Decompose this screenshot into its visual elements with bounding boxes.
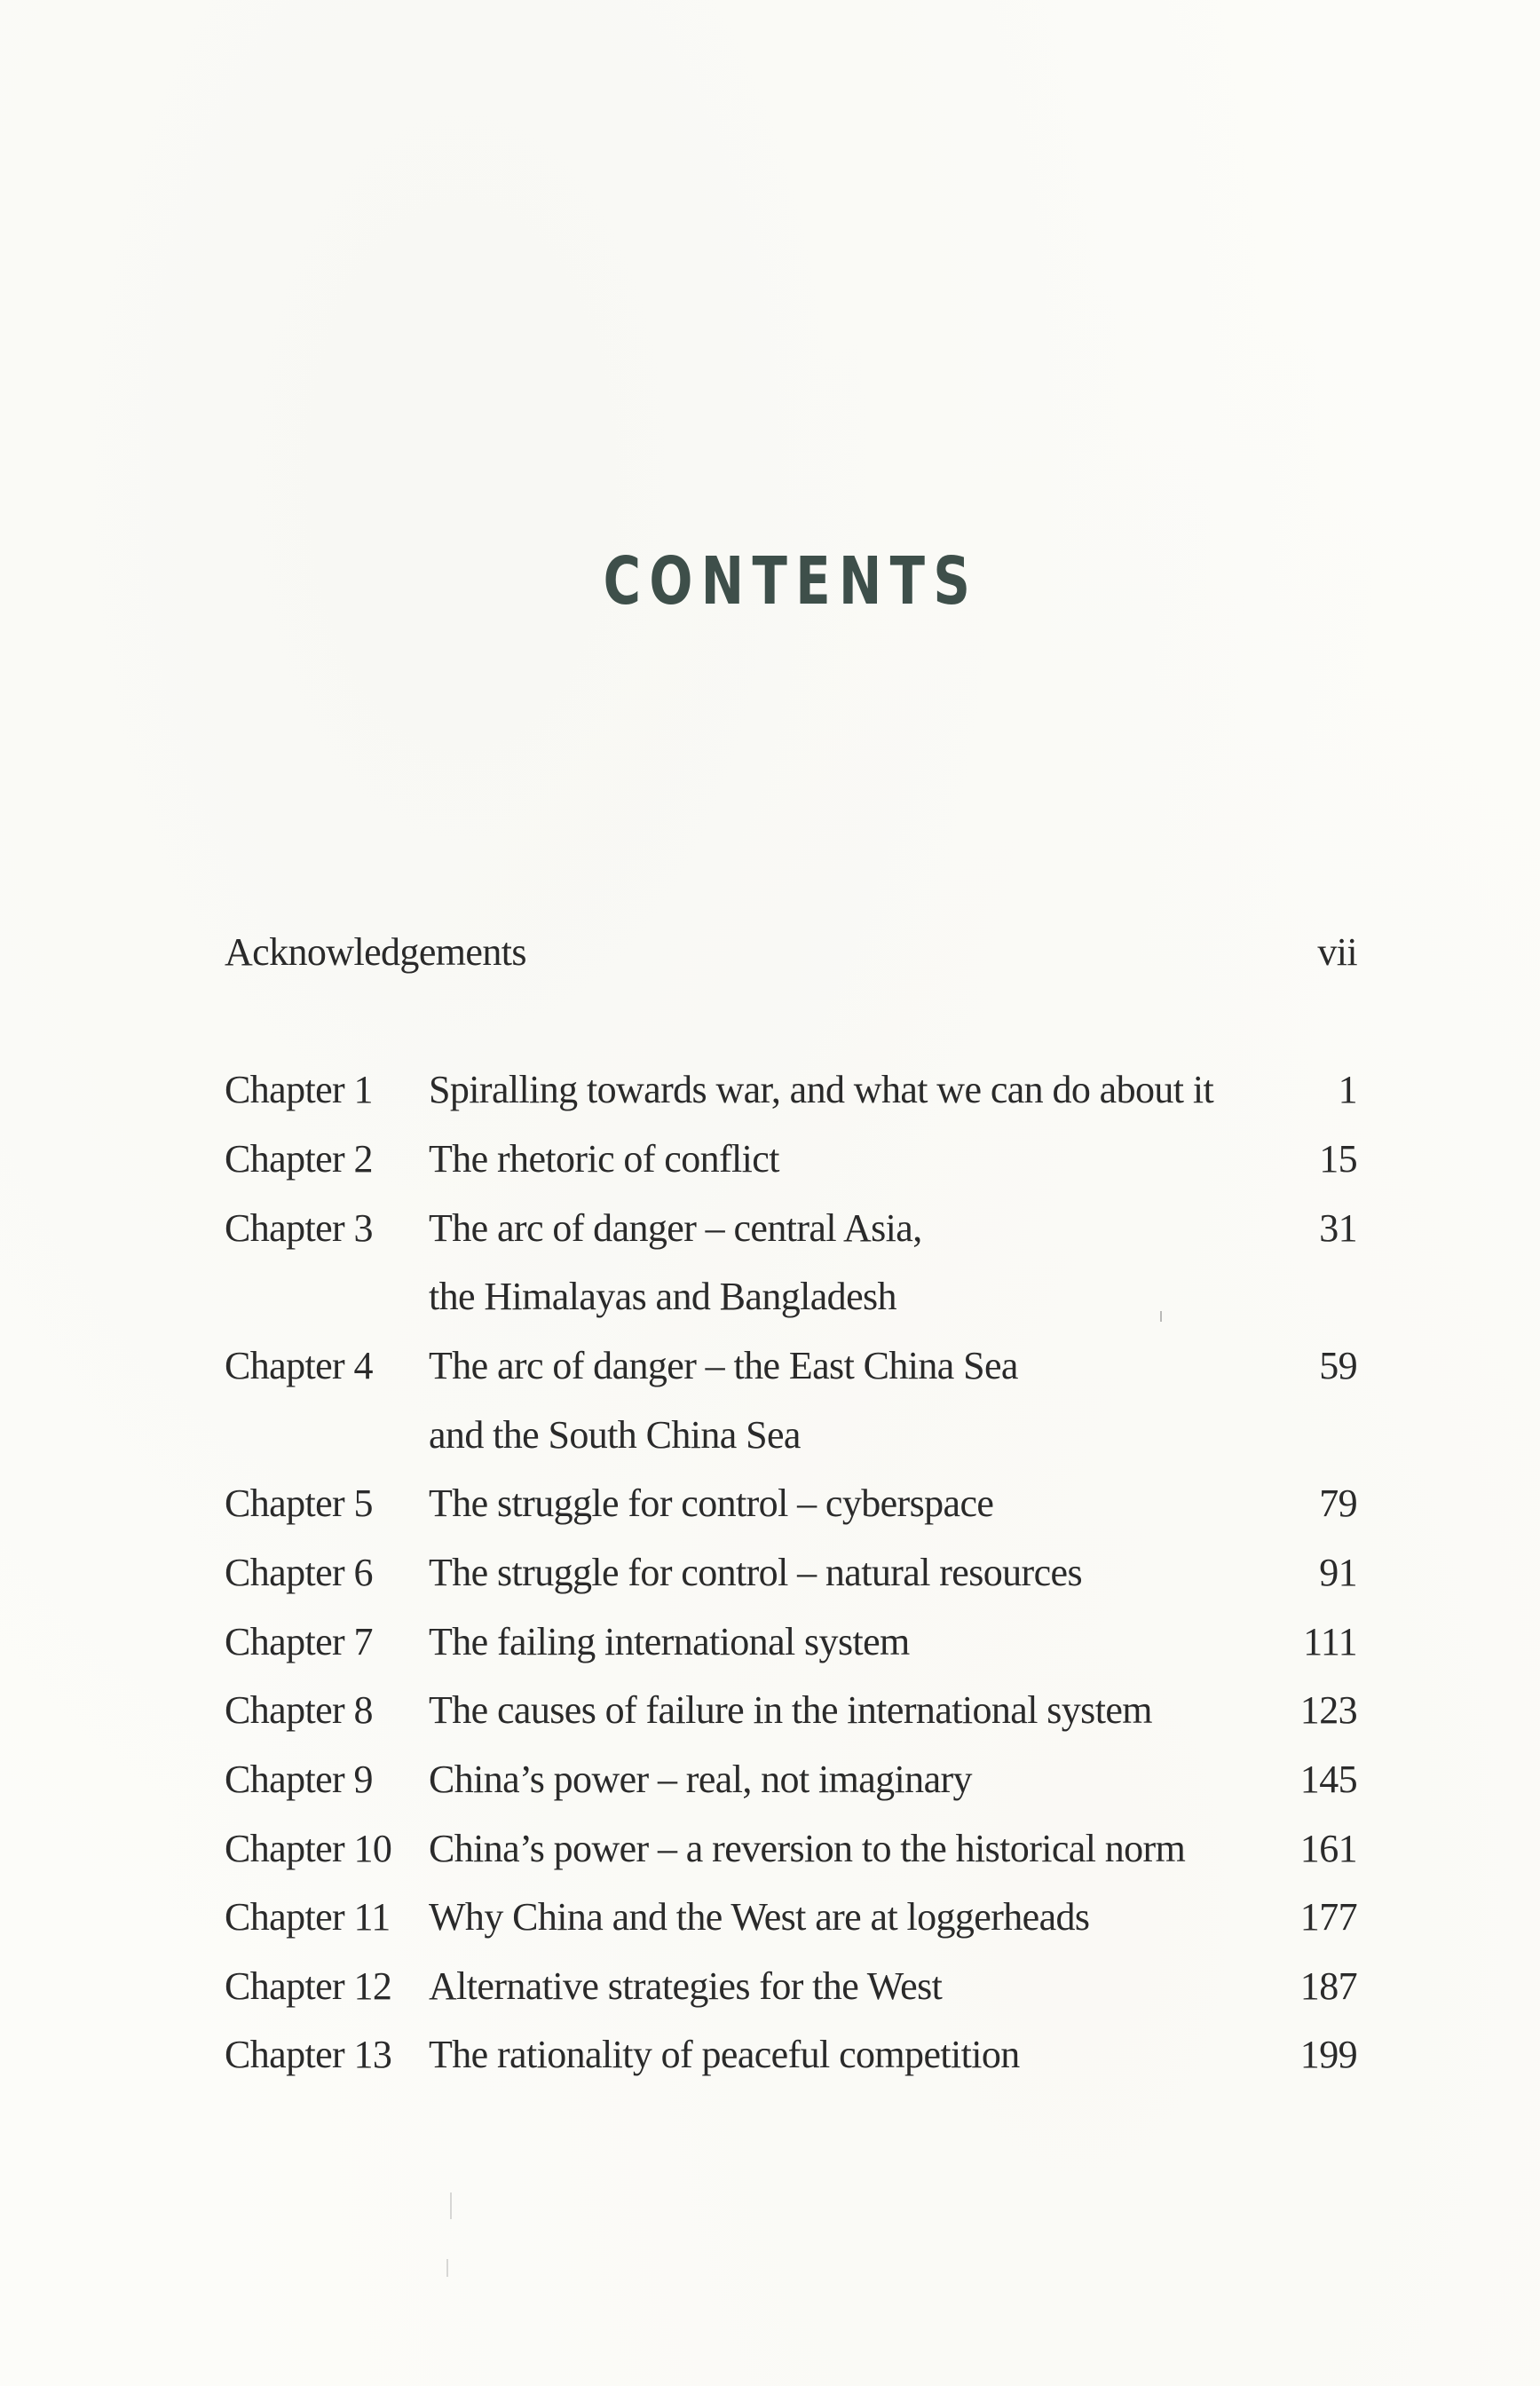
chapter-page-number: 177 (1299, 1895, 1357, 1939)
chapter-page-number: 123 (1299, 1688, 1357, 1732)
toc-entry-chapter-4[interactable] (225, 1339, 1357, 1393)
toc-entry-chapter-2[interactable] (225, 1133, 1357, 1186)
chapter-label: Chapter 4 (225, 1344, 373, 1387)
chapter-label: Chapter 7 (225, 1620, 373, 1663)
toc-entry-chapter-10[interactable] (225, 1822, 1357, 1876)
chapter-title: Why China and the West are at loggerheads (429, 1895, 1090, 1939)
scan-artifact (450, 2192, 452, 2219)
chapter-title: The rationality of peaceful competition (429, 2033, 1020, 2076)
chapter-page-number: 145 (1299, 1758, 1357, 1801)
entry-page-number: vii (1317, 930, 1357, 974)
chapter-page-number: 187 (1299, 1964, 1357, 2008)
chapter-label: Chapter 2 (225, 1137, 373, 1181)
chapter-title: The failing international system (429, 1620, 910, 1663)
chapter-label: Chapter 9 (225, 1758, 373, 1801)
chapter-page-number: 79 (1319, 1481, 1357, 1525)
chapter-title: The arc of danger – the East China Sea (429, 1344, 1018, 1387)
chapter-title: The rhetoric of conflict (429, 1137, 779, 1181)
chapter-page-number: 161 (1299, 1827, 1357, 1870)
chapter-title: China’s power – a reversion to the historical norm (429, 1827, 1186, 1870)
chapter-title-continued: the Himalayas and Bangladesh (429, 1275, 896, 1318)
chapter-title: China’s power – real, not imaginary (429, 1758, 972, 1801)
chapter-label: Chapter 10 (225, 1827, 392, 1870)
chapter-page-number: 31 (1319, 1206, 1357, 1250)
toc-entry-chapter-11[interactable] (225, 1891, 1357, 1944)
toc-entry-chapter-3-continued[interactable] (225, 1270, 1357, 1323)
toc-entry-chapter-8[interactable] (225, 1684, 1357, 1737)
toc-entry-chapter-1[interactable] (225, 1063, 1357, 1117)
chapter-page-number: 59 (1319, 1344, 1357, 1387)
toc-entry-chapter-5[interactable] (225, 1477, 1357, 1530)
toc-entry-chapter-7[interactable] (225, 1616, 1357, 1669)
chapter-label: Chapter 5 (225, 1481, 373, 1525)
scan-artifact (1160, 1311, 1162, 1322)
chapter-label: Chapter 1 (225, 1068, 373, 1111)
chapter-page-number: 199 (1299, 2033, 1357, 2076)
chapter-label: Chapter 3 (225, 1206, 373, 1250)
chapter-label: Chapter 6 (225, 1551, 373, 1594)
toc-entry-chapter-4-continued[interactable] (225, 1409, 1357, 1462)
chapter-page-number: 91 (1319, 1551, 1357, 1594)
chapter-title: Alternative strategies for the West (429, 1964, 943, 2008)
toc-entry-chapter-3[interactable] (225, 1202, 1357, 1255)
chapter-page-number: 15 (1319, 1137, 1357, 1181)
chapter-title: The struggle for control – cyberspace (429, 1481, 994, 1525)
toc-entry-chapter-9[interactable] (225, 1753, 1357, 1806)
chapter-title: The struggle for control – natural resources (429, 1551, 1082, 1594)
entry-label: Acknowledgements (225, 930, 526, 974)
chapter-label: Chapter 11 (225, 1895, 391, 1939)
toc-entry-chapter-13[interactable] (225, 2028, 1357, 2082)
chapter-label: Chapter 12 (225, 1964, 392, 2008)
scan-artifact (446, 2259, 448, 2277)
chapter-label: Chapter 13 (225, 2033, 392, 2076)
chapter-page-number: 111 (1303, 1620, 1357, 1663)
chapter-title: The causes of failure in the international system (429, 1688, 1152, 1732)
chapter-label: Chapter 8 (225, 1688, 373, 1732)
contents-heading: CONTENTS (603, 543, 979, 620)
toc-entry-acknowledgements[interactable] (225, 926, 1357, 979)
chapter-page-number: 1 (1338, 1068, 1357, 1111)
toc-entry-chapter-12[interactable] (225, 1960, 1357, 2013)
chapter-title: The arc of danger – central Asia, (429, 1206, 922, 1250)
chapter-title-continued: and the South China Sea (429, 1413, 801, 1457)
chapter-title: Spiralling towards war, and what we can do about it (429, 1068, 1214, 1111)
toc-entry-chapter-6[interactable] (225, 1546, 1357, 1600)
